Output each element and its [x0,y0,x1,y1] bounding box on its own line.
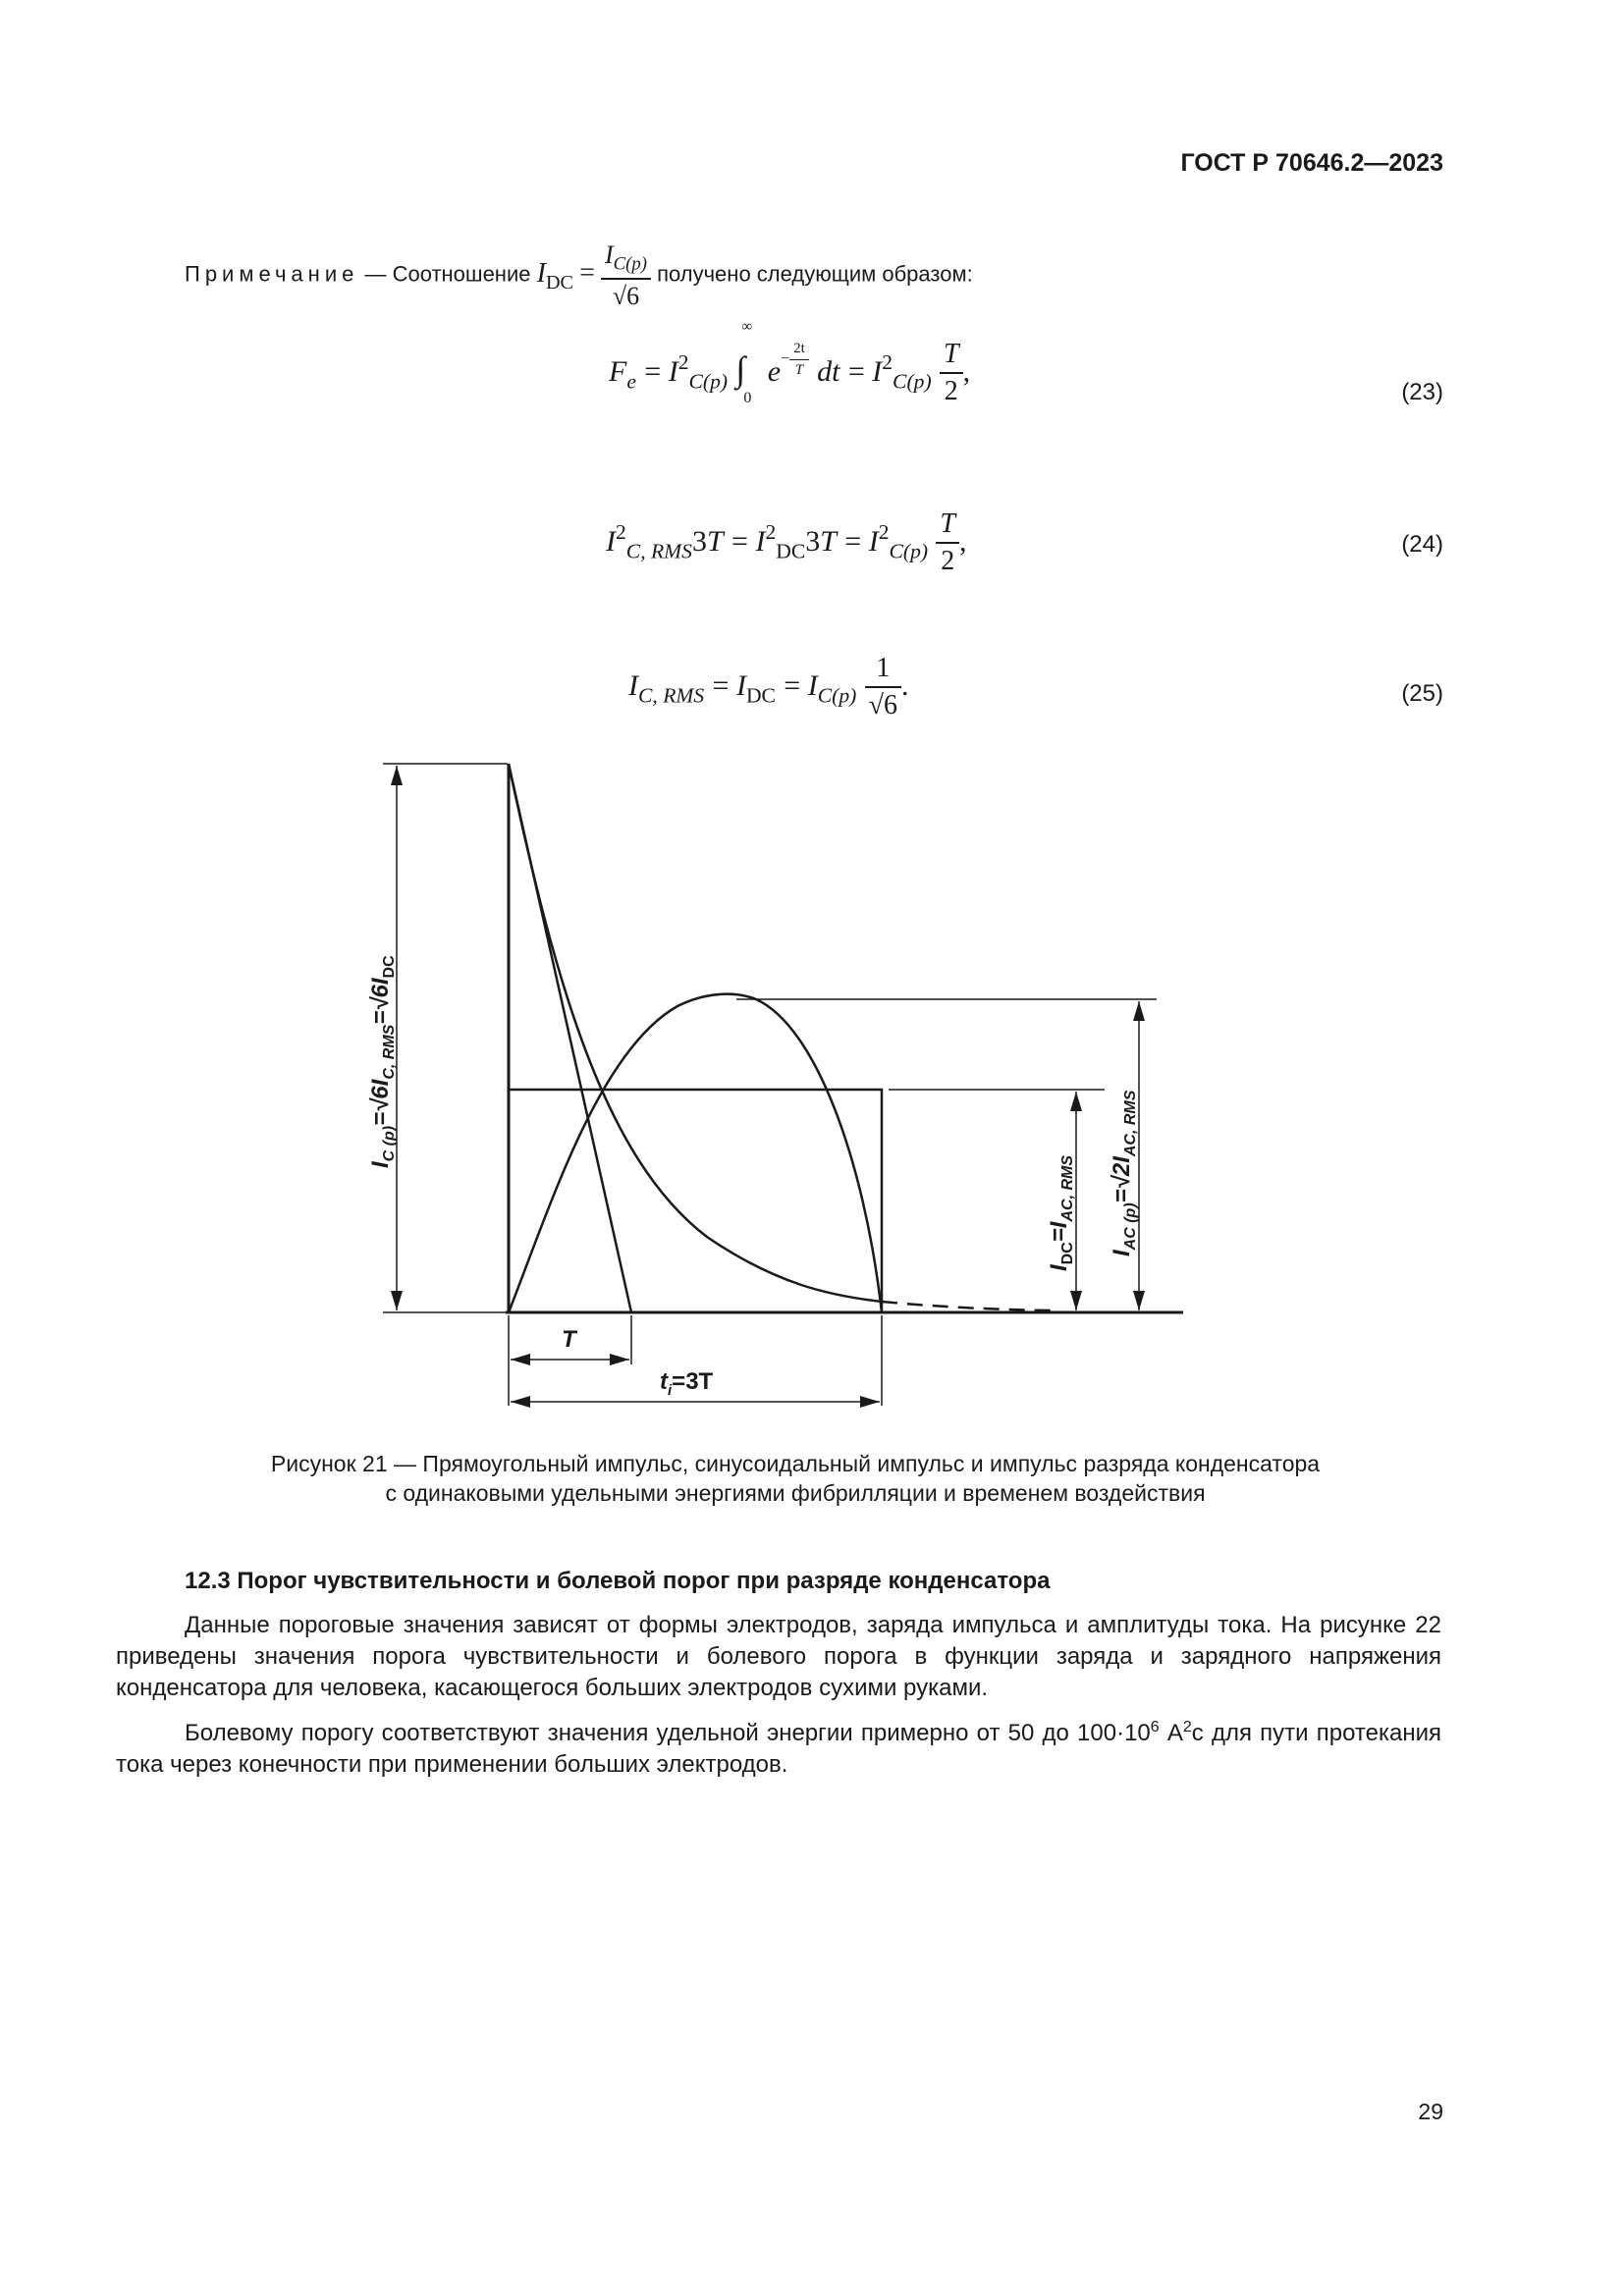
formula-fraction-icp-sqrt6: $\frac{I_{C(p)}}{√6}$ [601,240,651,311]
page-number: 29 [1418,2099,1443,2124]
label-ti: $t_i=3T$ [660,1368,714,1399]
equation-number-23: (23) [1401,379,1443,405]
caption-line-1: Рисунок 21 — Прямоугольный импульс, синусоидальный импульс и импульс разряда конденсатора [270,1451,1321,1476]
formula-23: $F_e = I^2_{C(p)}$ ∞ ∫ 0 e− $\frac{2t}{T}$ dt = $I^2_{C(p)}$ $\frac{T}{2}$ , [609,318,971,406]
formula-idc: $I_{DC}$ [536,257,573,294]
paragraph-1: Данные пороговые значения зависят от формы электродов, заряда импульса и амплитуды тока. На рисунке 22 приведены значения порога чувствительности и болевого порога в функции заряда и зарядного напряжения конденсатора для человека, касающегося больших электродов сухими руками. [116,1612,1441,1701]
capacitor-discharge-curve [509,764,882,1302]
formula-25: $I_{C, RMS} = I_{DC} = I_{C(p)}$ $\frac{1}{√6}$ . [628,653,909,721]
figure-21-pulses-diagram [353,746,1218,1423]
note-line: Примечание — Соотношение $I_{DC}$ = $\frac{I_{C(p)}}{√6}$ получено следующим образом: [185,240,973,310]
discharge-tail-dashed [882,1302,1051,1310]
equation-number-25: (25) [1401,680,1443,707]
equation-number-24: (24) [1401,531,1443,558]
note-label: Примечание [185,261,359,287]
figure-caption [147,1449,1443,1508]
paragraph-2: Болевому порогу соответствуют значения удельной энергии примерно от 50 до $100\cdot 10^6$ $А^2с$ для пути протекания тока через конечности при применении больших электродов. [116,1719,1441,1778]
sine-pulse [509,994,882,1312]
label-T: T [562,1326,576,1353]
label-idc-formula: $I_{DC}=I_{AC, RMS}$ [1046,1154,1076,1271]
label-iacp-formula: $I_{AC (p)}=√2I_{AC, RMS}$ [1109,1090,1139,1256]
rectangular-pulse [509,1090,882,1312]
document-code: ГОСТ Р 70646.2—2023 [1180,149,1443,177]
section-title: 12.3 Порог чувствительности и болевой порог при разряде конденсатора [185,1568,1051,1594]
note-trail: получено следующим образом: [657,261,973,287]
label-icp-formula: $I_{C (p)}=√6I_{C, RMS}=√6I_{DC}$ [367,955,398,1168]
formula-24: $I^2_{C, RMS}3T = I^2_{DC}3T = I^2_{C(p)}$ $\frac{T}{2}$ , [606,508,967,576]
note-lead: — Соотношение [364,261,531,287]
caption-line-2: с одинаковыми удельными энергиями фибрилляции и временем воздействия [385,1480,1206,1506]
